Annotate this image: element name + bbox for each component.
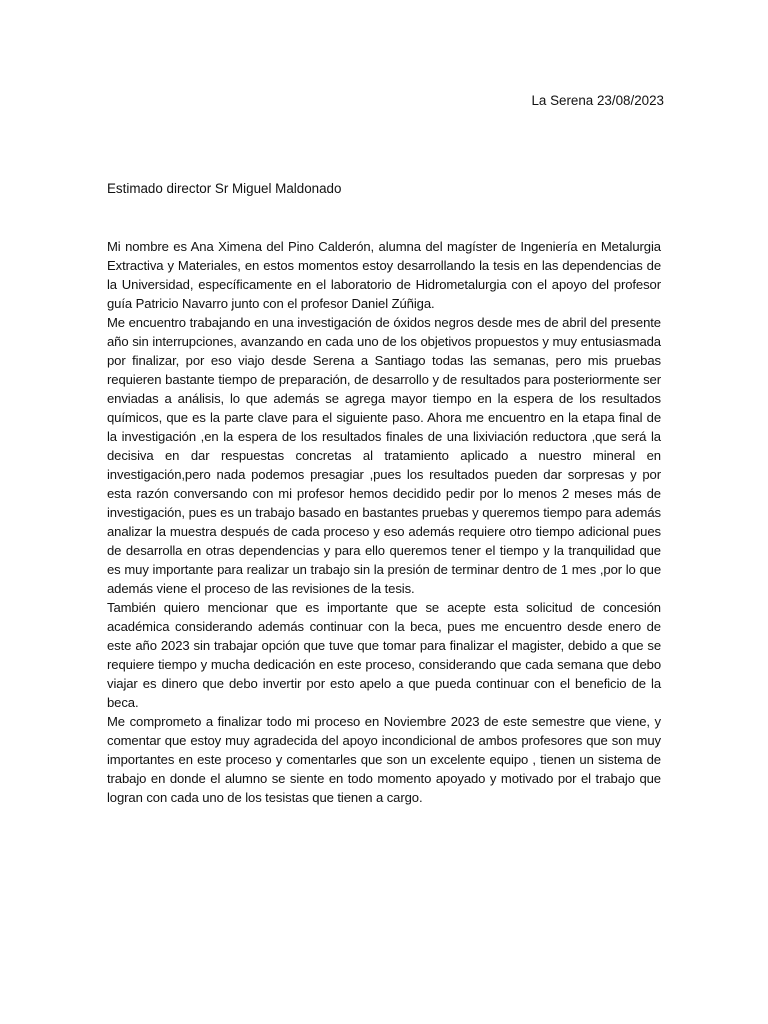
paragraph-introduction: Mi nombre es Ana Ximena del Pino Calderón, alumna del magíster de Ingeniería en Metalurgia Extractiva y Materiales, en estos momentos estoy desarrollando la tesis en las dependencias de la Universidad, específicamente en el laboratorio de Hidrometalurgia con el apoyo del profesor guía Patricio Navarro junto con el profesor Daniel Zúñiga. — [107, 239, 661, 311]
letter-date: La Serena 23/08/2023 — [531, 93, 664, 108]
paragraph-scholarship: También quiero mencionar que es importante que se acepte esta solicitud de concesión académica considerando además continuar con la beca, pues me encuentro desde enero de este año 2023 sin trabajar opción que tuve que tomar para finalizar el magister, debido a que se requiere tiempo y mucha dedicación en este proceso, considerando que cada semana que debo viajar es dinero que debo invertir por esto apelo a que pueda continuar con el beneficio de la beca. — [107, 600, 661, 710]
paragraph-research: Me encuentro trabajando en una investigación de óxidos negros desde mes de abril del presente año sin interrupciones, avanzando en cada uno de los objetivos propuestos y muy entusiasmada por finalizar, por eso viajo desde Serena a Santiago todas las semanas, pero mis pruebas requieren bastante tiempo de preparación, de desarrollo y de resultados para posteriormente ser enviadas a análisis, lo que además se agrega mayor tiempo en la espera de los resultados químicos, que es la parte clave para el siguiente paso. Ahora me encuentro en la etapa final de la investigación ,en la espera de los resultados finales de una lixiviación reductora ,que será la decisiva en dar respuestas concretas al tratamiento aplicado a nuestro mineral en investigación,pero nada podemos presagiar ,pues los resultados pueden dar sorpresas y por esta razón conversando con mi profesor hemos decidido pedir por lo menos 2 meses más de investigación, pues es un trabajo basado en bastantes pruebas y queremos tiempo para además analizar la muestra después de cada proceso y eso además requiere otro tiempo adicional pues de desarrolla en otras dependencias y para ello queremos tener el tiempo y la tranquilidad que es muy importante para realizar un trabajo sin la presión de terminar dentro de 1 mes ,por lo que además viene el proceso de las revisiones de la tesis. — [107, 315, 661, 596]
letter-salutation: Estimado director Sr Miguel Maldonado — [107, 181, 342, 196]
letter-body — [107, 237, 661, 807]
paragraph-commitment: Me comprometo a finalizar todo mi proceso en Noviembre 2023 de este semestre que viene, y comentar que estoy muy agradecida del apoyo incondicional de ambos profesores que son muy importantes en este proceso y comentarles que son un excelente equipo , tienen un sistema de trabajo en donde el alumno se siente en todo momento apoyado y motivado por el trabajo que logran con cada uno de los tesistas que tienen a cargo. — [107, 714, 661, 805]
